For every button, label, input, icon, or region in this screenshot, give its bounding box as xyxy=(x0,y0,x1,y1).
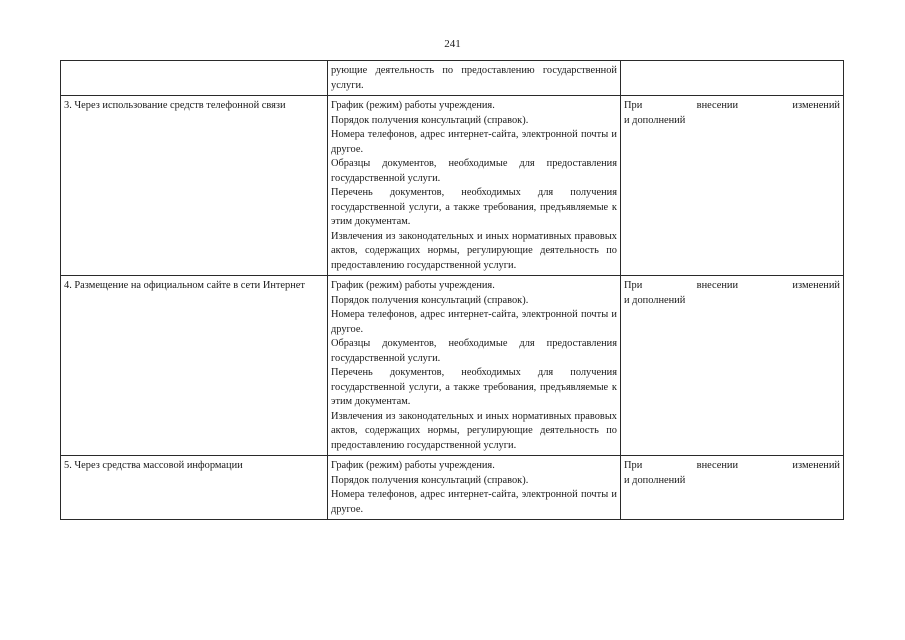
info-line: График (режим) работы учреждения. xyxy=(331,280,495,291)
table-row xyxy=(61,96,844,276)
table-row xyxy=(61,456,844,520)
info-line: График (режим) работы учреждения. xyxy=(331,460,495,471)
info-line: Номера телефонов, адрес интернет-сайта, электронной почты и другое. xyxy=(331,489,617,515)
table-row-continuation xyxy=(61,61,844,96)
info-line: Извлечения из законодательных и иных нормативных правовых актов, содержащих нормы, регулирующие деятельность по предоставлению государственной услуги. xyxy=(331,410,617,451)
method-cell: 5. Через средства массовой информации xyxy=(61,456,328,520)
info-line: Номера телефонов, адрес интернет-сайта, электронной почты и другое. xyxy=(331,309,617,335)
method-cell xyxy=(61,61,328,96)
info-line: Перечень документов, необходимых для получения государственной услуги, а также требования, предъявляемые к этим документам. xyxy=(331,187,617,227)
info-line: Порядок получения консультаций (справок). xyxy=(331,114,529,126)
info-table xyxy=(60,60,844,520)
info-line: Образцы документов, необходимые для предоставления государственной услуги. xyxy=(331,338,617,364)
info-cell: рующие деятельность по предоставлению государственной услуги. xyxy=(328,61,621,96)
update-text-line1: При внесении изменений xyxy=(624,280,840,291)
update-cell xyxy=(621,61,844,96)
info-cell xyxy=(328,276,621,456)
update-cell xyxy=(621,456,844,520)
update-cell xyxy=(621,96,844,276)
update-text-line2: и дополнений xyxy=(624,114,686,126)
info-cell xyxy=(328,456,621,520)
update-text-line1: При внесении изменений xyxy=(624,100,840,111)
info-cell xyxy=(328,96,621,276)
page-number: 241 xyxy=(444,38,461,50)
method-cell: 3. Через использование средств телефонной связи xyxy=(61,96,328,276)
info-line: Порядок получения консультаций (справок). xyxy=(331,474,529,486)
info-line: Перечень документов, необходимых для получения государственной услуги, а также требования, предъявляемые к этим документам. xyxy=(331,367,617,407)
info-line: Извлечения из законодательных и иных нормативных правовых актов, содержащих нормы, регулирующие деятельность по предоставлению государственной услуги. xyxy=(331,230,617,271)
info-line: График (режим) работы учреждения. xyxy=(331,100,495,111)
info-line: Номера телефонов, адрес интернет-сайта, электронной почты и другое. xyxy=(331,129,617,155)
info-line: Образцы документов, необходимые для предоставления государственной услуги. xyxy=(331,158,617,184)
update-cell xyxy=(621,276,844,456)
info-line: Порядок получения консультаций (справок). xyxy=(331,294,529,306)
update-text-line2: и дополнений xyxy=(624,474,686,486)
update-text-line1: При внесении изменений xyxy=(624,460,840,471)
method-cell: 4. Размещение на официальном сайте в сети Интернет xyxy=(61,276,328,456)
table-row xyxy=(61,276,844,456)
update-text-line2: и дополнений xyxy=(624,294,686,306)
